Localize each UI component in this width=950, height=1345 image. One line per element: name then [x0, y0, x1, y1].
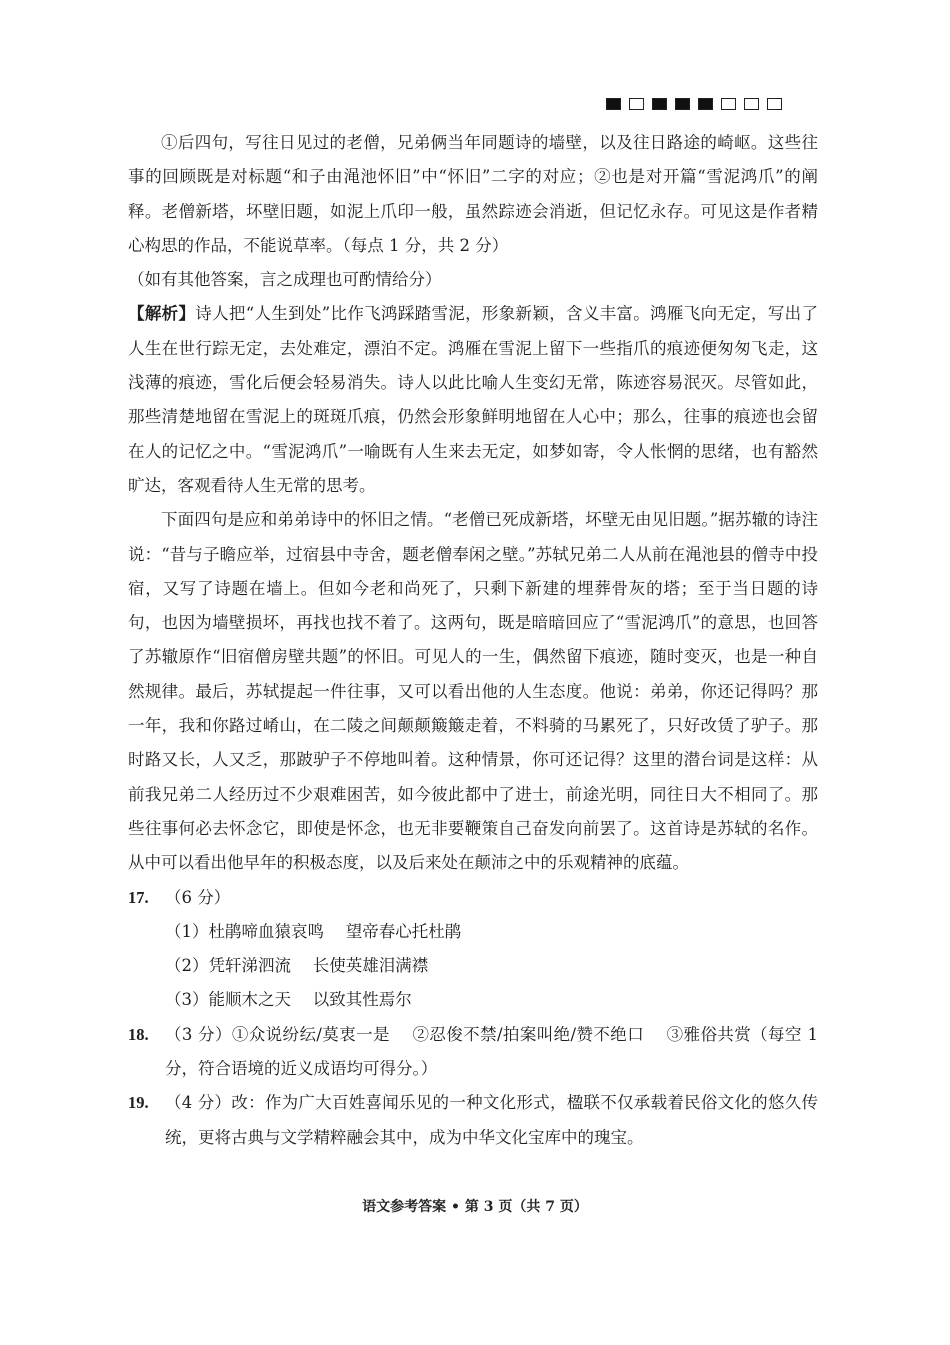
- question-18: [128, 1018, 818, 1087]
- question-17-number: 17.: [128, 887, 149, 907]
- question-17: [128, 881, 818, 915]
- q17-item-2: （2）凭轩涕泗流 长使英雄泪满襟: [165, 956, 429, 976]
- answer16-paragraph-2: 下面四句是应和弟弟诗中的怀旧之情。“老僧已死成新塔，坏壁无由见旧题。”据苏辙的诗注说：“昔与子瞻应举，过宿县中寺舍，题老僧奉闲之壁。”苏轼兄弟二人从前在渑池县的僧寺中投宿，又写了诗题在墙上。但如今老和尚死了，只剩下新建的埋葬骨灰的塔；至于当日题的诗句，也因为墙壁损坏，再找也找不着了。这两句，既是暗暗回应了“雪泥鸿爪”的意思，也回答了苏辙原作“旧宿僧房壁共题”的怀旧。可见人的一生，偶然留下痕迹，随时变灭，也是一种自然规律。最后，苏轼提起一件往事，又可以看出他的人生态度。他说：弟弟，你还记得吗？那一年，我和你路过崤山，在二陵之间颠颠簸簸走着，不料骑的马累死了，只好改赁了驴子。那时路又长，人又乏，那跛驴子不停地叫着。这种情景，你可还记得？这里的潜台词是这样：从前我兄弟二人经历过不少艰难困苦，如今彼此都中了进士，前途光明，同往日大不相同了。那些往事何必去怀念它，即使是怀念，也无非要鞭策自己奋发向前罢了。这首诗是苏轼的名作。从中可以看出他早年的积极态度，以及后来处在颠沛之中的乐观精神的底蕴。: [128, 510, 818, 873]
- analysis-label: 【解析】: [128, 304, 196, 324]
- marker-4: [675, 98, 690, 110]
- scoring-note: （如有其他答案，言之成理也可酌情给分）: [128, 270, 442, 290]
- marker-1: [606, 98, 621, 110]
- analysis-paragraph: [128, 297, 818, 503]
- page-footer: 语文参考答案 • 第 3 页（共 7 页）: [362, 1199, 588, 1215]
- marker-8: [767, 98, 782, 110]
- q17-item-3: （3）能顺木之天 以致其性焉尔: [165, 990, 412, 1010]
- question-19-answer: （4 分）改：作为广大百姓喜闻乐见的一种文化形式，楹联不仅承载着民俗文化的悠久传统，更将古典与文学精粹融会其中，成为中华文化宝库中的瑰宝。: [165, 1093, 818, 1147]
- question-18-number: 18.: [128, 1024, 149, 1044]
- page-markers: [606, 98, 782, 110]
- marker-6: [721, 98, 736, 110]
- question-17-score: （6 分）: [165, 887, 231, 907]
- marker-3: [652, 98, 667, 110]
- marker-7: [744, 98, 759, 110]
- marker-5: [698, 98, 713, 110]
- question-19: [128, 1086, 818, 1155]
- answer16-paragraph-1: ①后四句，写往日见过的老僧，兄弟俩当年同题诗的墙壁，以及往日路途的崎岖。这些往事的回顾既是对标题“和子由渑池怀旧”中“怀旧”二字的对应；②也是对开篇“雪泥鸿爪”的阐释。老僧新塔，坏壁旧题，如泥上爪印一般，虽然踪迹会消逝，但记忆永存。可见这是作者精心构思的作品，不能说草率。（每点 1 分，共 2 分）: [128, 133, 818, 255]
- question-19-number: 19.: [128, 1093, 149, 1113]
- question-18-answer: （3 分）①众说纷纭/莫衷一是 ②忍俊不禁/拍案叫绝/赞不绝口 ③雅俗共赏（每空 1 分，符合语境的近义成语均可得分。）: [165, 1024, 818, 1079]
- q17-item-1: （1）杜鹃啼血猿哀鸣 望帝春心托杜鹃: [165, 921, 462, 941]
- marker-2: [629, 98, 644, 110]
- answer-content: [128, 126, 818, 1155]
- analysis-text: 诗人把“人生到处”比作飞鸿踩踏雪泥，形象新颖，含义丰富。鸿雁飞向无定，写出了人生在世行踪无定，去处难定，漂泊不定。鸿雁在雪泥上留下一些指爪的痕迹便匆匆飞走，这浅薄的痕迹，雪化后便会轻易消失。诗人以此比喻人生变幻无常，陈迹容易泯灭。尽管如此，那些清楚地留在雪泥上的斑斑爪痕，仍然会形象鲜明地留在人心中；那么，往事的痕迹也会留在人的记忆之中。“雪泥鸿爪”一喻既有人生来去无定，如梦如寄，令人怅惘的思绪，也有豁然旷达，客观看待人生无常的思考。: [128, 304, 818, 495]
